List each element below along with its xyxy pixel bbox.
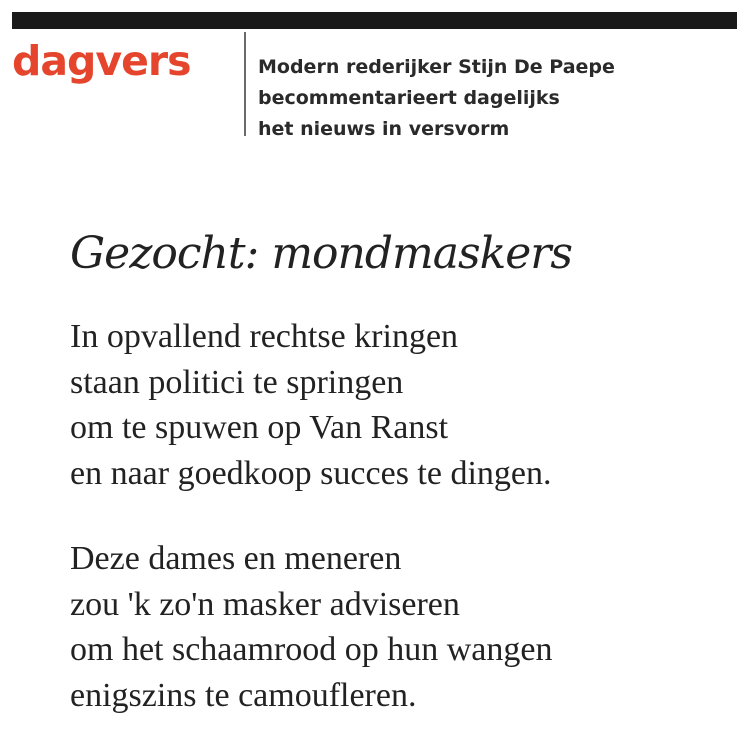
column-tagline (258, 52, 615, 145)
poem-line: Deze dames en meneren (70, 540, 402, 577)
poem-line: enigszins te camoufleren. (70, 676, 417, 714)
header-divider (244, 32, 246, 136)
column-masthead: dagvers (12, 37, 191, 85)
poem-stanza-1 (70, 314, 552, 496)
tagline-line: Modern rederijker Stijn De Paepe (258, 56, 615, 78)
poem-stanza-2 (70, 536, 553, 718)
tagline-line: het nieuws in versvorm (258, 118, 510, 140)
poem-line: om het schaamrood op hun wangen (70, 631, 553, 668)
poem-line: In opvallend rechtse kringen (70, 318, 459, 355)
poem-line: staan politici te springen (70, 363, 404, 401)
tagline-line: becommentarieert dagelijks (258, 87, 560, 109)
poem-line: om te spuwen op Van Ranst (70, 409, 449, 446)
poem-title: Gezocht: mondmaskers (70, 228, 572, 279)
poem-line: zou 'k zo'n masker adviseren (70, 585, 460, 623)
poem-line: en naar goedkoop succes te dingen. (70, 454, 552, 492)
top-rule (12, 12, 737, 29)
